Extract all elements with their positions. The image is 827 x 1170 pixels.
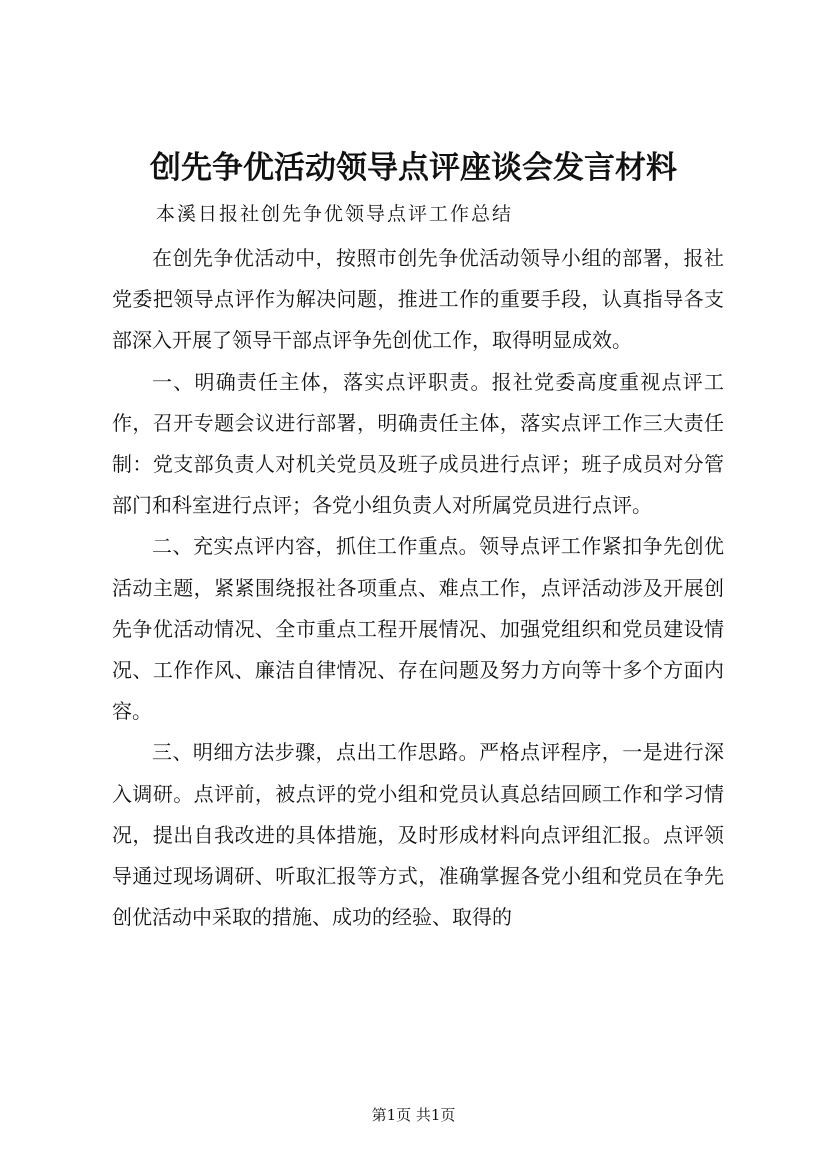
body-paragraph-section-2: 二、充实点评内容，抓住工作重点。领导点评工作紧扣争先创优活动主题，紧紧围绕报社各项重点、难点工作，点评活动涉及开展创先争优活动情况、全市重点工程开展情况、加强党组织和党员建设情况、工作作风、廉洁自律情况、存在问题及努力方向等十多个方面内容。 [112,534,724,724]
body-paragraph-section-3: 三、明细方法步骤，点出工作思路。严格点评程序，一是进行深入调研。点评前，被点评的党小组和党员认真总结回顾工作和学习情况，提出自我改进的具体措施，及时形成材料向点评组汇报。点评领导通过现场调研、听取汇报等方式，准确掌握各党小组和党员在争先创优活动中采取的措施、成功的经验、取得的 [112,740,724,930]
document-title: 创先争优活动领导点评座谈会发言材料 [150,150,677,186]
document-body [112,238,724,938]
body-paragraph-intro: 在创先争优活动中，按照市创先争优活动领导小组的部署，报社党委把领导点评作为解决问题，推进工作的重要手段，认真指导各支部深入开展了领导干部点评争先创优工作，取得明显成效。 [112,246,724,353]
body-paragraph-section-1: 一、明确责任主体，落实点评职责。报社党委高度重视点评工作，召开专题会议进行部署，明确责任主体，落实点评工作三大责任制：党支部负责人对机关党员及班子成员进行点评；班子成员对分管部门和科室进行点评；各党小组负责人对所属党员进行点评。 [112,369,724,518]
document-subtitle: 本溪日报社创先争优领导点评工作总结 [156,203,514,225]
page-number-footer: 第1页 共1页 [371,1106,456,1124]
